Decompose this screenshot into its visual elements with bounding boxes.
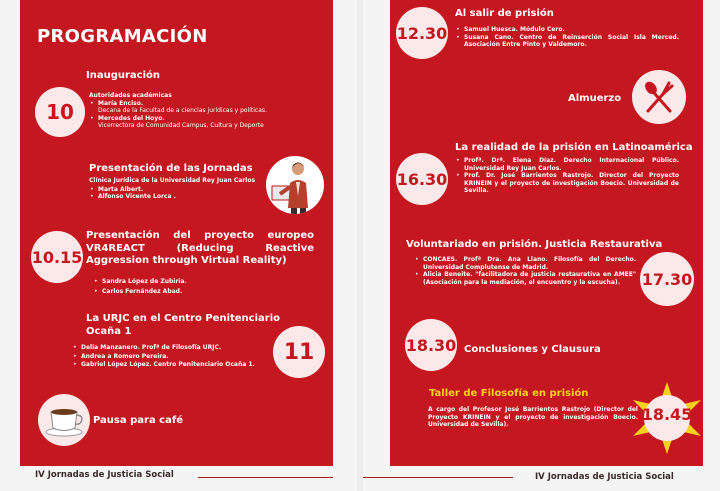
taller-title: Taller de Filosofía en prisión (429, 388, 589, 399)
list-item: • Alfonso Vicente Lorca . (89, 193, 289, 201)
time-label: 16.30 (396, 169, 448, 189)
list-item: • CONCAES. Profª Dra. Ana Llano. Filosofía del Derecho. Universidad Complutense de Madrid. (414, 256, 636, 271)
time-label: 12.30 (396, 23, 448, 43)
almuerzo-title: Almuerzo (568, 93, 622, 104)
footer-right: IV Jornadas de Justicia Social (535, 472, 674, 482)
time-label: 11 (283, 339, 315, 365)
inauguracion-details (89, 92, 324, 130)
footer-divider (363, 477, 513, 478)
time-badge-17-30 (640, 252, 694, 306)
presenter-icon (266, 156, 324, 214)
list-item: • Marta Albert. (89, 186, 289, 194)
list-item: • Sandra López de Zubiria. (93, 278, 293, 286)
time-label: 17.30 (641, 269, 693, 289)
presentacion-details (89, 177, 289, 201)
time-label: 18.45 (641, 405, 693, 424)
list-item: • Andrea a Romero Pereira. (72, 353, 272, 361)
coffee-cup-icon (42, 400, 86, 440)
latam-details (455, 157, 679, 195)
almuerzo-illustration (632, 70, 686, 124)
vr4react-title: Presentación del proyecto europeo VR4REACT (Reducing Reactive Aggression through Virtual Reality) (86, 230, 314, 266)
inauguracion-title: Inauguración (86, 70, 161, 81)
fork-spoon-icon (639, 77, 679, 117)
coffee-illustration (38, 394, 90, 446)
voluntariado-details (414, 256, 636, 286)
taller-desc: A cargo del Profesor José Barrientos Rastrojo (Director del Proyecto KRINEIN y el proyecto de investigación Boecio. Universidad de Sevilla). (428, 406, 638, 428)
list-item: • Samuel Huesca. Módulo Cero. (455, 26, 679, 34)
list-item: • Susana Cano. Centro de Reinserción Social Isla Merced. Asociación Entre Pinto y Valdemoro. (455, 34, 679, 49)
footer-left: IV Jornadas de Justicia Social (35, 470, 174, 480)
list-item: • María Enciso. Decana de la Facultad de a ciencias jurídicas y políticas. (89, 100, 324, 115)
time-badge-12-30 (396, 7, 448, 59)
time-badge-11 (273, 326, 325, 378)
time-label: 10.15 (31, 247, 83, 267)
list-item: • Profª. Drª. Elena Díaz. Derecho Internacional Público. Universidad Rey Juan Carlos. (455, 157, 679, 172)
right-page (363, 0, 720, 491)
urjc-details (72, 344, 272, 369)
latam-title: La realidad de la prisión en Latinoamérica (455, 142, 693, 153)
presentacion-subtitle: Clínica Jurídica de la Universidad Rey Juan Carlos (89, 177, 256, 184)
time-badge-10-15 (31, 231, 83, 283)
salir-title: Al salir de prisión (455, 8, 554, 19)
presenter-illustration (266, 156, 324, 214)
salir-details (455, 26, 679, 49)
urjc-title: La URJC en el Centro Penitenciario Ocaña 1 (86, 313, 281, 337)
time-badge-10 (35, 87, 85, 137)
programacion-heading: PROGRAMACIÓN (37, 26, 208, 47)
list-item: • Carlos Fernández Abad. (93, 288, 293, 296)
footer-divider (198, 477, 333, 478)
time-label: 10 (46, 100, 74, 124)
list-item: • Gabriel López López. Centro Penitenciario Ocaña 1. (72, 361, 272, 369)
time-badge-18-45 (639, 405, 695, 424)
list-item: • Mercedes del Hoyo. Vicerrectora de Comunidad Campus, Cultura y Deporte (89, 115, 324, 130)
list-item: • Delia Manzanero. Profª de Filosofía URJC. (72, 344, 272, 352)
left-page (0, 0, 357, 491)
voluntariado-title: Voluntariado en prisión. Justicia Restaurativa (406, 239, 663, 250)
pausa-title: Pausa para café (93, 415, 183, 426)
time-label: 18.30 (405, 335, 457, 355)
vr4react-details (93, 278, 293, 295)
time-badge-18-30 (405, 319, 457, 371)
list-item: • Alicia Beneite. "facilitadora de justicia restaurativa en AMEE" (Asociación para la mediación, el encuentro y la escucha). (414, 271, 636, 286)
conclusiones-title: Conclusiones y Clausura (464, 344, 601, 355)
presentacion-title: Presentación de las Jornadas (89, 163, 253, 174)
list-item: • Prof. Dr. José Barrientos Rastrojo. Director del Proyecto KRINEIN y el proyecto de investigación Boecio. Universidad de Sevilla. (455, 172, 679, 195)
inauguracion-subtitle: Autoridades académicas (89, 92, 172, 99)
time-badge-16-30 (396, 153, 448, 205)
